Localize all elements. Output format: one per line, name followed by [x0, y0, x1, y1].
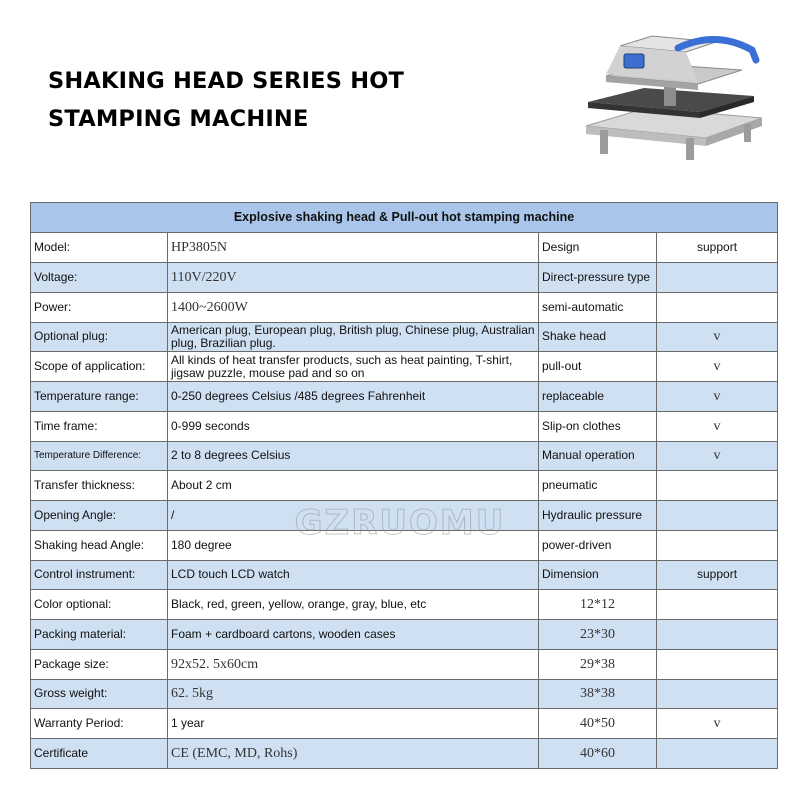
spec-value: American plug, European plug, British plug, Chinese plug, Australian plug, Brazilian plug. [168, 322, 539, 352]
feature-label: pneumatic [539, 471, 657, 501]
spec-label: Gross weight: [31, 679, 168, 709]
feature-support: support [657, 560, 778, 590]
table-row [31, 352, 778, 382]
table-row [31, 649, 778, 679]
feature-support: v [657, 322, 778, 352]
spec-value: 62. 5kg [168, 679, 539, 709]
spec-label: Power: [31, 292, 168, 322]
table-row [31, 530, 778, 560]
spec-value: 2 to 8 degrees Celsius [168, 441, 539, 471]
feature-label: 40*50 [539, 709, 657, 739]
feature-label: Design [539, 233, 657, 263]
table-row [31, 620, 778, 650]
table-row [31, 411, 778, 441]
spec-label: Package size: [31, 649, 168, 679]
spec-value: Black, red, green, yellow, orange, gray, blue, etc [168, 590, 539, 620]
feature-support [657, 590, 778, 620]
feature-label: Hydraulic pressure [539, 501, 657, 531]
spec-label: Voltage: [31, 263, 168, 293]
table-row [31, 739, 778, 769]
spec-label: Optional plug: [31, 322, 168, 352]
spec-value: CE (EMC, MD, Rohs) [168, 739, 539, 769]
feature-support: v [657, 709, 778, 739]
table-row [31, 709, 778, 739]
spec-label: Certificate [31, 739, 168, 769]
table-row [31, 590, 778, 620]
feature-support [657, 471, 778, 501]
feature-support: v [657, 352, 778, 382]
spec-label: Scope of application: [31, 352, 168, 382]
heat-press-machine-icon [566, 26, 776, 166]
table-row [31, 679, 778, 709]
spec-label: Temperature Difference: [31, 441, 168, 471]
feature-support [657, 263, 778, 293]
feature-support [657, 649, 778, 679]
table-row [31, 292, 778, 322]
table-row [31, 322, 778, 352]
spec-value: 92x52. 5x60cm [168, 649, 539, 679]
spec-label: Opening Angle: [31, 501, 168, 531]
spec-label: Shaking head Angle: [31, 530, 168, 560]
spec-label: Control instrument: [31, 560, 168, 590]
feature-label: Shake head [539, 322, 657, 352]
feature-label: 40*60 [539, 739, 657, 769]
feature-label: pull-out [539, 352, 657, 382]
table-header: Explosive shaking head & Pull-out hot stamping machine [31, 203, 778, 233]
feature-support: v [657, 441, 778, 471]
feature-label: replaceable [539, 382, 657, 412]
feature-support [657, 501, 778, 531]
spec-value: LCD touch LCD watch [168, 560, 539, 590]
spec-label: Model: [31, 233, 168, 263]
table-row [31, 382, 778, 412]
spec-value: 0-250 degrees Celsius /485 degrees Fahrenheit [168, 382, 539, 412]
title-line-1: SHAKING HEAD SERIES HOT [48, 68, 405, 94]
spec-value: 1400~2600W [168, 292, 539, 322]
spec-label: Temperature range: [31, 382, 168, 412]
spec-value: All kinds of heat transfer products, such as heat painting, T-shirt, jigsaw puzzle, mouse pad and so on [168, 352, 539, 382]
feature-label: power-driven [539, 530, 657, 560]
feature-support [657, 292, 778, 322]
title-line-2: STAMPING MACHINE [48, 106, 309, 132]
feature-support [657, 530, 778, 560]
spec-value: Foam + cardboard cartons, wooden cases [168, 620, 539, 650]
feature-support [657, 679, 778, 709]
spec-value: 180 degree [168, 530, 539, 560]
feature-support [657, 620, 778, 650]
table-row [31, 471, 778, 501]
spec-value: 110V/220V [168, 263, 539, 293]
spec-label: Color optional: [31, 590, 168, 620]
spec-value: HP3805N [168, 233, 539, 263]
table-header-row [31, 203, 778, 233]
spec-value: About 2 cm [168, 471, 539, 501]
feature-support: v [657, 411, 778, 441]
spec-value: 1 year [168, 709, 539, 739]
spec-label: Packing material: [31, 620, 168, 650]
feature-label: 38*38 [539, 679, 657, 709]
feature-label: Direct-pressure type [539, 263, 657, 293]
feature-support: v [657, 382, 778, 412]
table-row [31, 560, 778, 590]
feature-label: semi-automatic [539, 292, 657, 322]
table-row [31, 233, 778, 263]
table-row [31, 441, 778, 471]
feature-label: Slip-on clothes [539, 411, 657, 441]
feature-label: 12*12 [539, 590, 657, 620]
table-row [31, 263, 778, 293]
feature-support [657, 739, 778, 769]
spec-label: Transfer thickness: [31, 471, 168, 501]
spec-value: 0-999 seconds [168, 411, 539, 441]
feature-support: support [657, 233, 778, 263]
table-row [31, 501, 778, 531]
feature-label: Dimension [539, 560, 657, 590]
page-title [48, 62, 404, 138]
spec-value: / [168, 501, 539, 531]
feature-label: Manual operation [539, 441, 657, 471]
feature-label: 29*38 [539, 649, 657, 679]
spec-label: Warranty Period: [31, 709, 168, 739]
spec-table [30, 202, 778, 769]
spec-label: Time frame: [31, 411, 168, 441]
feature-label: 23*30 [539, 620, 657, 650]
